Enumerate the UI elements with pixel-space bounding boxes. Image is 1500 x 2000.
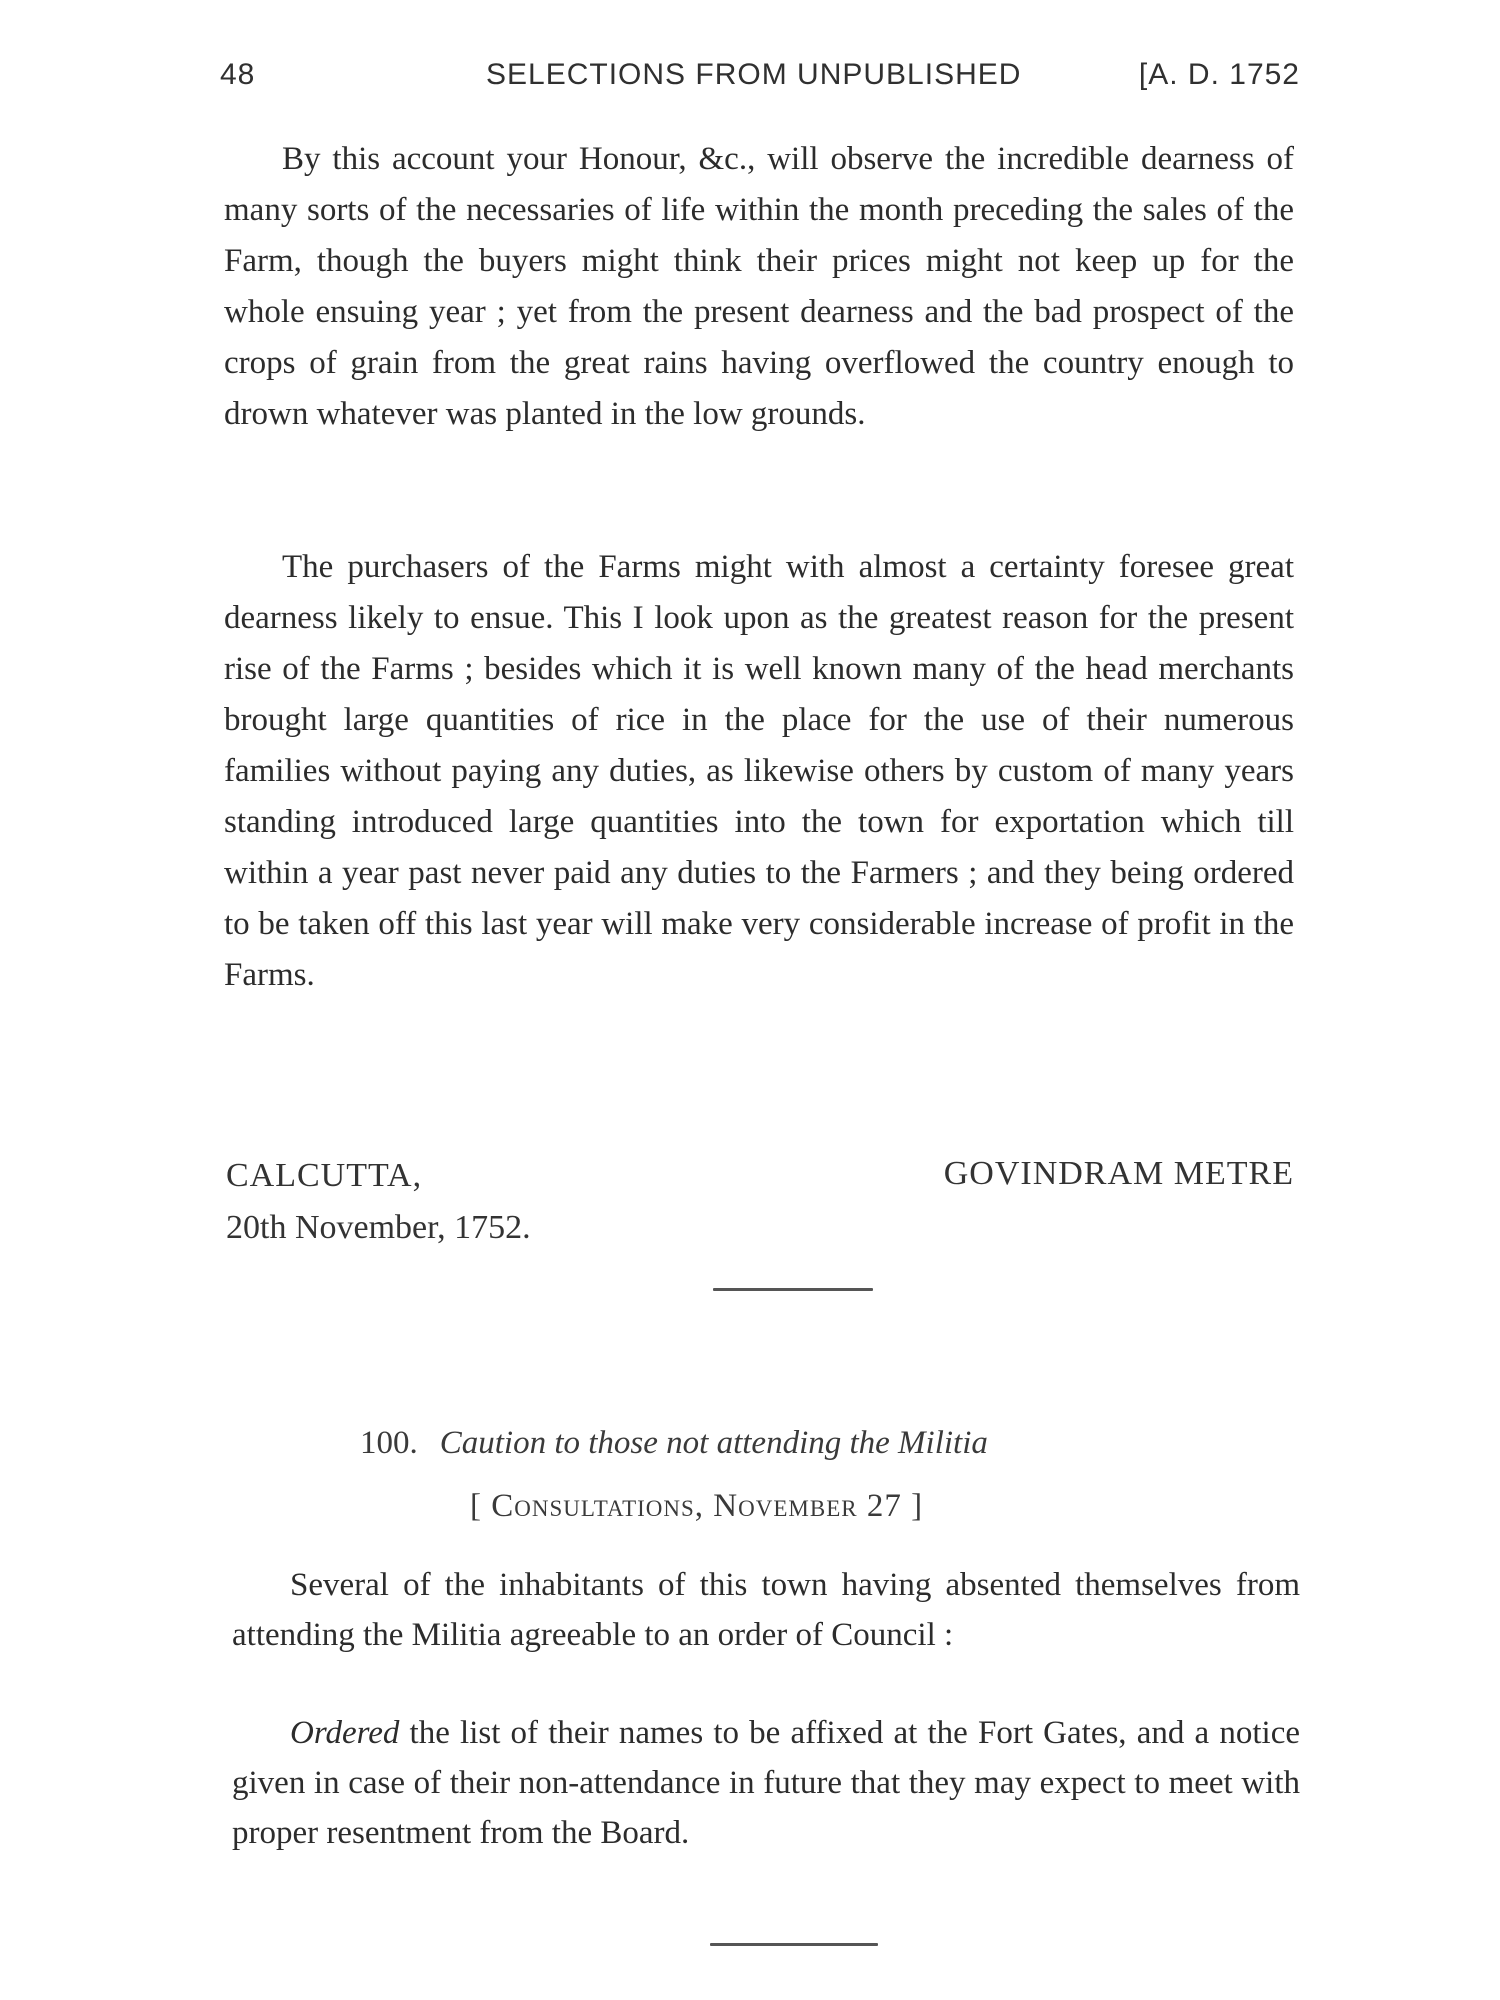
year-marker: [A. D. 1752 <box>1138 58 1300 91</box>
section-title: Caution to those not attending the Militia <box>439 1425 988 1461</box>
end-divider <box>710 1943 878 1946</box>
section-heading <box>360 1425 1220 1462</box>
running-title: SELECTIONS FROM UNPUBLISHED <box>486 58 1022 91</box>
paragraph-4 <box>232 1708 1300 1858</box>
page-number: 48 <box>220 58 256 91</box>
section-divider <box>713 1288 873 1291</box>
page-header <box>220 58 1300 98</box>
signature-place: CALCUTTA, <box>226 1157 423 1194</box>
paragraph-1: By this account your Honour, &c., will observe the incredible dearness of many sorts of the necessaries of life within the month preceding the sales of the Farm, though the buyers might think their prices might not keep up for the whole ensuing year ; yet from the present dearness and the bad prospect of the crops of grain from the great rains having overflowed the country enough to drown whatever was planted in the low grounds. <box>224 141 1294 432</box>
paragraph-4-text: the list of their names to be affixed at the Fort Gates, and a notice given in case of their non-attendance in future that they may expect to meet with proper resentment from the Board. <box>232 1715 1300 1851</box>
signature-date: 20th November, 1752. <box>226 1209 531 1246</box>
paragraph-3: Several of the inhabitants of this town having absented themselves from attending the Militia agreeable to an order of Council : <box>232 1567 1300 1653</box>
section-source: [ Consultations, November 27 ] <box>470 1488 924 1524</box>
section-number: 100. <box>360 1425 418 1461</box>
ordered-word: Ordered <box>290 1715 400 1751</box>
signature-name: GOVINDRAM METRE <box>943 1155 1294 1192</box>
paragraph-2: The purchasers of the Farms might with almost a certainty foresee great dearness likely to ensue. This I look upon as the greatest reason for the present rise of the Farms ; besides which it is well known many of the head merchants brought large quantities of rice in the place for the use of their numerous families without paying any duties, as likewise others by custom of many years standing introduced large quantities into the town for exportation which till within a year past never paid any duties to the Farmers ; and they being ordered to be taken off this last year will make very considerable increase of profit in the Farms. <box>224 549 1294 993</box>
